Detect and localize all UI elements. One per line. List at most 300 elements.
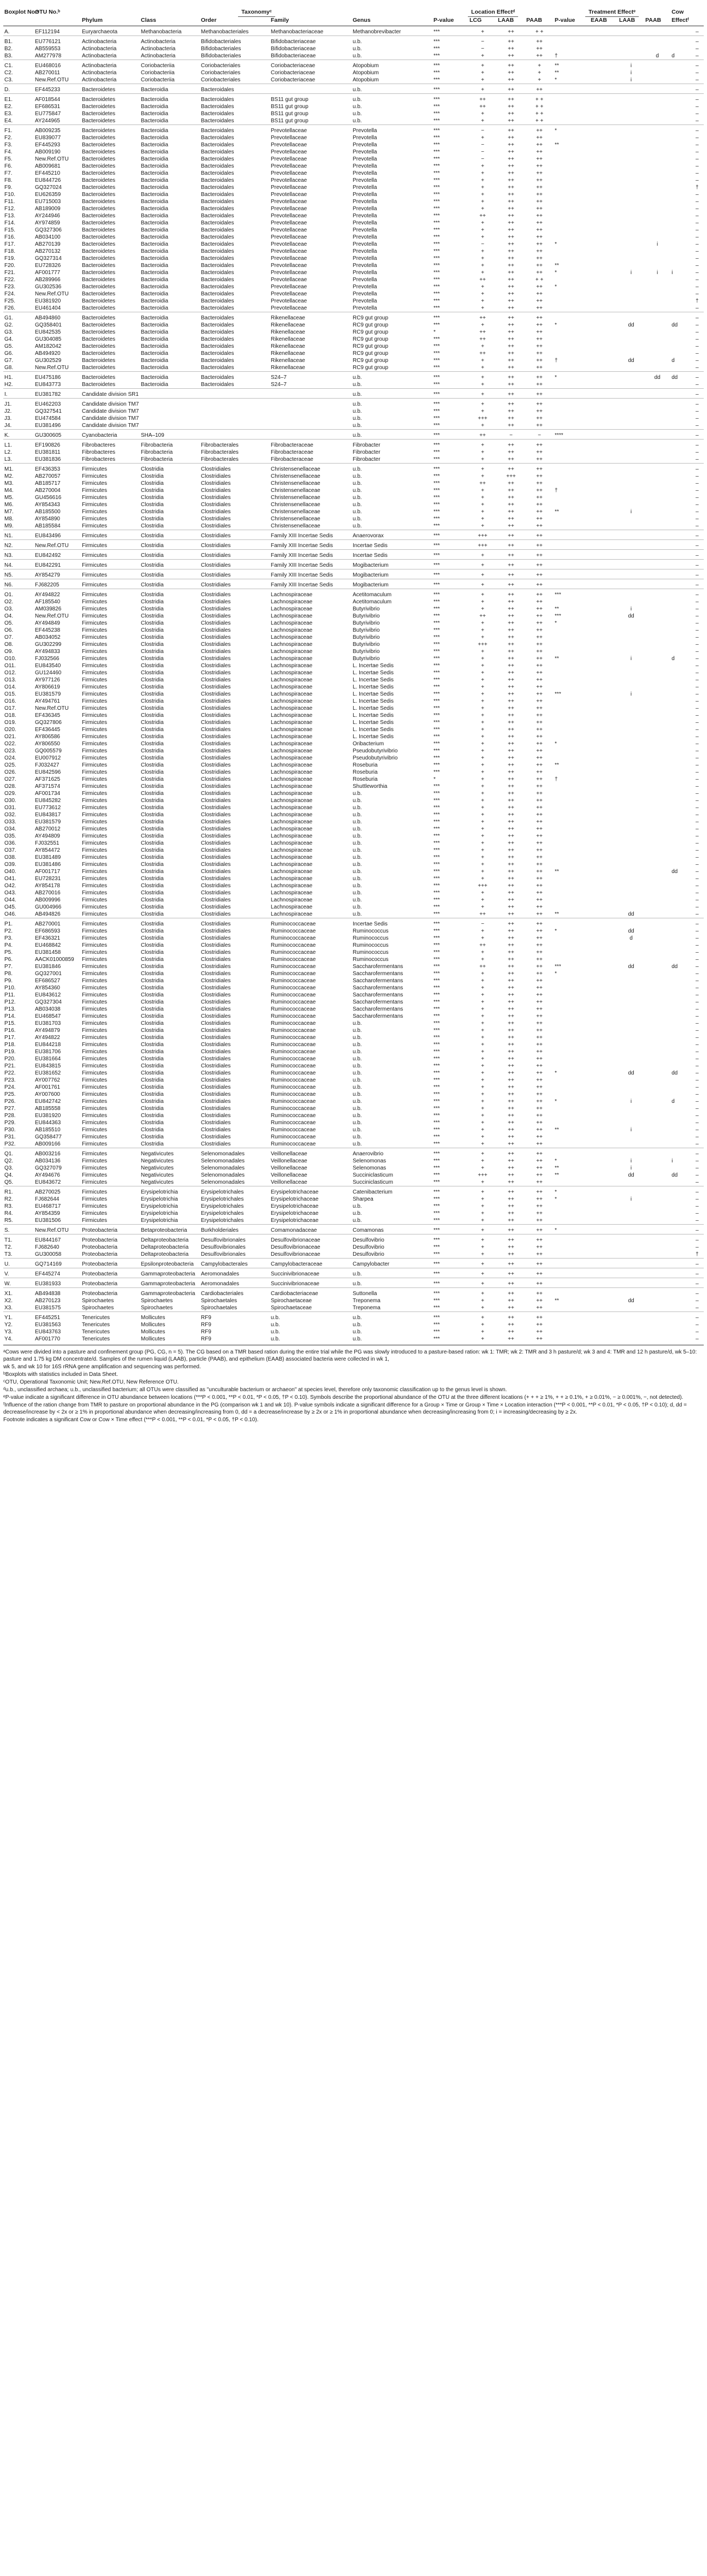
cell-location-p: *** xyxy=(433,599,440,605)
cell-class: Clostridia xyxy=(141,904,164,910)
cell-eaab xyxy=(590,110,618,117)
cell-phylum: Firmicutes xyxy=(82,684,108,690)
cell-lcg: − xyxy=(481,156,484,162)
cell-eaab xyxy=(590,620,618,627)
cell-laab: ++ xyxy=(508,1329,514,1335)
cell-order: Clostridiales xyxy=(201,1035,231,1041)
cell-family: Christensenellaceae xyxy=(271,509,320,515)
cell-paab: ++ xyxy=(525,1234,554,1244)
cell-paab: ++ xyxy=(536,291,543,297)
cell-lcg: + xyxy=(481,473,484,479)
cell-phylum: Firmicutes xyxy=(82,1013,108,1019)
cell-family: Ruminococcaceae xyxy=(271,1056,316,1062)
cell-phylum: Bacteroidetes xyxy=(82,365,116,371)
cell-lcg: + xyxy=(468,1312,497,1322)
cell-otu-id: AB034052 xyxy=(35,634,61,640)
cell-location-p: *** xyxy=(433,1172,440,1178)
cell-genus: Prevotella xyxy=(353,142,377,148)
cell-eaab xyxy=(590,508,618,515)
cell-paab: ++ xyxy=(536,942,543,948)
cell-treatment-p xyxy=(554,305,590,312)
cell-laab: ++ xyxy=(497,530,525,540)
cell-cow-effect xyxy=(670,312,694,322)
cell-treatment-p xyxy=(554,36,590,46)
cell-treatment-paab xyxy=(644,550,670,560)
cell-otu-id: AB185500 xyxy=(35,509,61,515)
table-row xyxy=(3,1077,704,1084)
cell-undefined: – xyxy=(694,540,704,550)
cell-paab: ++ xyxy=(536,656,543,662)
cell-family: Lachnospiraceae xyxy=(271,883,313,889)
cell-eaab xyxy=(590,719,618,726)
cell-family: Ruminococcaceae xyxy=(271,1049,316,1055)
cell-laab: ++ xyxy=(508,606,514,612)
cell-boxplot-no: O42. xyxy=(4,883,16,889)
cell-paab: ++ xyxy=(536,897,543,903)
cell-class: Bacteroidia xyxy=(141,284,169,290)
cell-cow-effect xyxy=(670,1063,694,1070)
cell-class: Clostridia xyxy=(141,509,164,515)
cell-paab: ++ xyxy=(536,1165,543,1171)
cell-treatment-paab xyxy=(644,540,670,550)
cell-location-p: *** xyxy=(433,656,440,662)
cell-boxplot-no: O5. xyxy=(4,620,14,626)
cell-class: Bacteroidia xyxy=(141,227,169,233)
cell-boxplot-no: O30. xyxy=(4,798,16,804)
cell-treatment-p xyxy=(554,364,590,372)
cell-laab: ++ xyxy=(508,840,514,846)
cell-paab: ++ xyxy=(536,1120,543,1126)
cell-cow-effect xyxy=(670,227,694,234)
cell-class: Coriobacteriia xyxy=(140,60,200,70)
cell-genus: Acetitomaculum xyxy=(353,599,392,605)
cell-treatment-paab xyxy=(644,970,670,977)
cell-eaab xyxy=(590,747,618,755)
cell-treatment-paab xyxy=(644,198,670,205)
cell-genus: Atopobium xyxy=(353,77,379,83)
table-row xyxy=(3,928,704,935)
table-row xyxy=(3,141,704,149)
cell-phylum: Firmicutes xyxy=(82,1042,108,1048)
cell-treatment-paab xyxy=(644,305,670,312)
cell-location-p: *** xyxy=(432,550,468,560)
cell-class: Negativicutes xyxy=(141,1172,174,1178)
cell-treatment-paab xyxy=(644,508,670,515)
cell-boxplot-no: P3. xyxy=(4,935,13,941)
cell-family: Lachnospiraceae xyxy=(271,720,313,726)
cell-cow-effect xyxy=(670,456,694,464)
cell-treatment-p: ** xyxy=(555,142,559,148)
cell-laab: ++ xyxy=(508,1028,514,1034)
cell-undefined: – xyxy=(696,691,699,697)
cell-phylum: Firmicutes xyxy=(82,928,108,934)
cell-phylum: Proteobacteria xyxy=(82,1244,118,1250)
cell-undefined: – xyxy=(696,199,699,205)
cell-laab: ++ xyxy=(508,365,514,371)
cell-location-p: *** xyxy=(433,713,440,719)
cell-treatment-p xyxy=(554,276,590,283)
cell-undefined: – xyxy=(696,1298,699,1304)
cell-boxplot-no: X2. xyxy=(4,1298,13,1304)
table-row xyxy=(3,833,704,840)
cell-class: Bacteroidia xyxy=(141,329,169,335)
cell-genus: u.b. xyxy=(353,416,362,422)
cell-treatment-paab xyxy=(644,1278,670,1288)
cell-genus: Anaerovorax xyxy=(352,530,432,540)
cell-lcg: + xyxy=(481,890,484,896)
cell-phylum: Bacteroidetes xyxy=(82,213,116,219)
cell-eaab xyxy=(590,1172,618,1179)
cell-lcg: +++ xyxy=(478,642,488,648)
cell-eaab xyxy=(590,1020,618,1027)
cell-boxplot-no: V. xyxy=(3,1268,34,1278)
cell-phylum: Firmicutes xyxy=(82,833,108,839)
cell-genus: u.b. xyxy=(353,904,362,910)
cell-treatment-paab xyxy=(644,963,670,970)
cell-treatment-p xyxy=(554,804,590,811)
cell-genus: u.b. xyxy=(353,1049,362,1055)
cell-treatment-laab xyxy=(618,227,644,234)
cell-otu-id: EU381652 xyxy=(35,1070,61,1076)
cell-class: Clostridia xyxy=(141,523,164,529)
cell-phylum: Firmicutes xyxy=(82,748,108,754)
cell-lcg: − xyxy=(468,125,497,135)
cell-boxplot-no: O21. xyxy=(4,734,16,740)
cell-genus: u.b. xyxy=(353,1329,362,1335)
cell-order: Clostridiales xyxy=(201,949,231,955)
cell-lcg: + xyxy=(481,1203,484,1209)
cell-lcg: + xyxy=(481,713,484,719)
cell-order: Erysipelotrichales xyxy=(200,1186,270,1196)
cell-order: Selenomonadales xyxy=(201,1179,245,1185)
cell-lcg: + xyxy=(481,812,484,818)
table-row xyxy=(3,234,704,241)
cell-location-p: *** xyxy=(433,862,440,868)
cell-order: Clostridiales xyxy=(201,1063,231,1069)
cell-cow-effect xyxy=(670,103,694,110)
table-row xyxy=(3,840,704,847)
cell-location-p: *** xyxy=(433,904,440,910)
cell-otu-id: AY854279 xyxy=(34,569,81,579)
cell-family: Lachnospiraceae xyxy=(271,613,313,619)
cell-location-p: *** xyxy=(433,1298,440,1304)
cell-undefined: – xyxy=(696,1165,699,1171)
cell-paab: ++ xyxy=(536,1336,543,1342)
cell-genus: u.b. xyxy=(353,911,362,917)
cell-lcg: + xyxy=(481,1006,484,1012)
cell-boxplot-no: N2. xyxy=(3,540,34,550)
cell-cow-effect xyxy=(670,329,694,336)
cell-location-p: *** xyxy=(433,1141,440,1147)
cell-treatment-laab xyxy=(618,970,644,977)
table-row xyxy=(3,1133,704,1141)
cell-location-p: *** xyxy=(433,1329,440,1335)
cell-laab: ++ xyxy=(508,734,514,740)
cell-treatment-laab xyxy=(618,1268,644,1278)
cell-treatment-paab xyxy=(644,283,670,290)
cell-order: Selenomonadales xyxy=(201,1172,245,1178)
cell-class: Clostridia xyxy=(141,495,164,501)
table-row xyxy=(3,298,704,305)
cell-cow-effect xyxy=(670,882,694,889)
cell-treatment-p xyxy=(554,1133,590,1141)
cell-undefined: – xyxy=(696,684,699,690)
cell-treatment-paab xyxy=(644,1141,670,1148)
cell-laab: ++ xyxy=(508,1244,514,1250)
cell-lcg: + xyxy=(481,627,484,633)
cell-phylum: Bacteroidetes xyxy=(82,227,116,233)
cell-paab: ++ xyxy=(525,1268,554,1278)
cell-treatment-laab xyxy=(618,94,644,104)
cell-boxplot-no: R5. xyxy=(4,1218,13,1224)
cell-treatment-paab xyxy=(644,1119,670,1126)
cell-treatment-p xyxy=(554,904,590,911)
cell-otu-id: AF001770 xyxy=(35,1336,61,1342)
cell-order: Clostridiales xyxy=(201,495,231,501)
cell-undefined: – xyxy=(694,560,704,569)
cell-class: Clostridia xyxy=(141,1006,164,1012)
cell-boxplot-no: J4. xyxy=(4,423,12,429)
cell-treatment-paab xyxy=(644,515,670,523)
cell-treatment-p xyxy=(554,191,590,198)
cell-undefined: – xyxy=(696,322,699,328)
cell-cow-effect xyxy=(670,501,694,508)
cell-class: Clostridia xyxy=(140,569,200,579)
table-row xyxy=(3,1244,704,1251)
cell-treatment-paab xyxy=(644,530,670,540)
cell-treatment-p xyxy=(554,956,590,963)
cell-phylum: Firmicutes xyxy=(82,509,108,515)
header-lcg: LCG xyxy=(468,17,497,26)
table-row xyxy=(3,276,704,283)
cell-treatment-laab xyxy=(618,205,644,212)
cell-paab: ++ xyxy=(536,949,543,955)
cell-phylum: Firmicutes xyxy=(82,971,108,977)
cell-boxplot-no: F7. xyxy=(4,170,13,176)
cell-cow-effect xyxy=(670,911,694,918)
cell-treatment-laab xyxy=(618,783,644,790)
table-row xyxy=(3,684,704,691)
cell-phylum: Bacteroidetes xyxy=(82,343,116,349)
cell-treatment-paab xyxy=(644,389,670,399)
cell-eaab xyxy=(590,691,618,698)
cell-lcg: + xyxy=(481,111,484,117)
cell-phylum: Firmicutes xyxy=(82,935,108,941)
cell-otu-id: EU474584 xyxy=(35,416,61,422)
cell-class: Bacteroidia xyxy=(141,365,169,371)
cell-cow-effect xyxy=(670,811,694,818)
cell-cow-effect xyxy=(670,440,694,449)
cell-treatment-paab xyxy=(644,415,670,422)
cell-location-p: *** xyxy=(433,769,440,775)
cell-treatment-laab xyxy=(618,740,644,747)
cell-phylum: Actinobacteria xyxy=(82,77,117,83)
cell-boxplot-no: O35. xyxy=(4,833,16,839)
cell-phylum: Firmicutes xyxy=(82,911,108,917)
cell-treatment-p xyxy=(554,698,590,705)
cell-genus: u.b. xyxy=(353,523,362,529)
cell-treatment-p xyxy=(554,634,590,641)
cell-family xyxy=(270,84,352,94)
cell-treatment-laab xyxy=(618,336,644,343)
cell-location-p: *** xyxy=(433,502,440,508)
cell-paab: ++ xyxy=(536,192,543,198)
cell-genus: u.b. xyxy=(352,399,432,408)
cell-undefined: – xyxy=(696,826,699,832)
cell-location-p: *** xyxy=(432,389,468,399)
cell-order: Clostridiales xyxy=(201,1084,231,1090)
cell-family: Bifidobacteriaceae xyxy=(270,36,352,46)
cell-treatment-p xyxy=(554,949,590,956)
cell-treatment-laab xyxy=(618,110,644,117)
cell-eaab xyxy=(590,283,618,290)
cell-order: RF9 xyxy=(201,1322,211,1328)
cell-paab: ++ xyxy=(536,322,543,328)
cell-undefined: – xyxy=(696,999,699,1005)
table-row xyxy=(3,1203,704,1210)
footnote: Footnote indicates a significant Cow or Cow × Time effect (***P < 0.001, **P < 0.01, *P < 0.05, †P < 0.10). xyxy=(3,1417,259,1423)
cell-eaab xyxy=(590,755,618,762)
cell-cow-effect xyxy=(670,389,694,399)
cell-eaab xyxy=(590,1165,618,1172)
table-row xyxy=(3,184,704,191)
cell-undefined: – xyxy=(696,627,699,633)
cell-eaab xyxy=(590,1070,618,1077)
cell-undefined: – xyxy=(694,312,704,322)
cell-eaab xyxy=(590,1268,618,1278)
cell-location-p: *** xyxy=(433,748,440,754)
cell-phylum: Proteobacteria xyxy=(81,1259,140,1268)
cell-treatment-paab xyxy=(644,276,670,283)
cell-class: Clostridia xyxy=(141,1113,164,1119)
cell-treatment-p xyxy=(554,312,590,322)
cell-treatment-p xyxy=(554,227,590,234)
cell-location-p: *** xyxy=(433,1084,440,1090)
cell-treatment-p: * xyxy=(555,270,557,276)
cell-phylum: Actinobacteria xyxy=(82,53,117,59)
cell-location-p: *** xyxy=(432,1288,468,1298)
cell-boxplot-no: F24. xyxy=(4,291,16,297)
cell-boxplot-no: E4. xyxy=(4,118,13,124)
cell-laab: ++ xyxy=(508,227,514,233)
cell-order: Clostridiales xyxy=(201,762,231,768)
header-eaab: EAAB xyxy=(590,17,618,26)
cell-family: Lachnospiraceae xyxy=(271,705,313,711)
cell-family: u.b. xyxy=(270,1312,352,1322)
cell-class: Bacteroidia xyxy=(141,118,169,124)
cell-eaab xyxy=(590,984,618,992)
cell-treatment-paab xyxy=(644,1196,670,1203)
cell-phylum: Proteobacteria xyxy=(81,1234,140,1244)
cell-order: Clostridiales xyxy=(201,488,231,494)
cell-treatment-p xyxy=(554,1217,590,1225)
cell-phylum: Firmicutes xyxy=(82,488,108,494)
cell-laab: ++ xyxy=(508,656,514,662)
cell-undefined: – xyxy=(696,256,699,262)
cell-order: Clostridiales xyxy=(201,1028,231,1034)
cell-class: Clostridia xyxy=(141,819,164,825)
cell-family: u.b. xyxy=(271,1336,280,1342)
cell-laab: ++ xyxy=(508,177,514,183)
cell-treatment-paab xyxy=(644,1186,670,1196)
cell-genus: Prevotella xyxy=(353,263,377,269)
cell-laab: ++ xyxy=(497,84,525,94)
cell-treatment-paab xyxy=(644,847,670,854)
cell-laab: ++ xyxy=(508,270,514,276)
cell-class: Bacteroidia xyxy=(141,177,169,183)
cell-undefined: – xyxy=(696,634,699,640)
cell-treatment-p xyxy=(554,464,590,473)
cell-cow-effect xyxy=(670,589,694,599)
cell-phylum: Bacteroidetes xyxy=(82,336,116,342)
cell-boxplot-no: M2. xyxy=(4,473,14,479)
cell-order: Clostridiales xyxy=(200,464,270,473)
cell-treatment-p: ** xyxy=(555,1298,559,1304)
cell-phylum: Firmicutes xyxy=(82,791,108,797)
cell-paab: ++ xyxy=(536,928,543,934)
cell-lcg: + xyxy=(468,389,497,399)
cell-location-p: * xyxy=(433,776,436,782)
cell-genus: RC9 gut group xyxy=(353,365,389,371)
cell-laab: ++ xyxy=(508,1091,514,1097)
cell-phylum: Firmicutes xyxy=(82,992,108,998)
cell-lcg: + xyxy=(481,1251,484,1257)
cell-treatment-paab xyxy=(644,840,670,847)
cell-treatment-paab xyxy=(644,1048,670,1055)
cell-phylum: Firmicutes xyxy=(82,613,108,619)
cell-class: Mollicutes xyxy=(141,1336,165,1342)
table-header xyxy=(3,8,704,26)
cell-phylum: Firmicutes xyxy=(82,1049,108,1055)
cell-genus: Oribacterium xyxy=(353,741,384,747)
table-row xyxy=(3,634,704,641)
cell-otu-id: New.Ref.OTU xyxy=(35,291,69,297)
cell-treatment-laab xyxy=(618,826,644,833)
cell-order: Bacteroidales xyxy=(201,365,234,371)
cell-location-p: *** xyxy=(433,734,440,740)
cell-order: Clostridiales xyxy=(201,1013,231,1019)
cell-undefined: – xyxy=(696,613,699,619)
cell-order: Erysipelotrichales xyxy=(201,1218,244,1224)
cell-order: Clostridiales xyxy=(201,1134,231,1140)
cell-family: Rikenellaceae xyxy=(271,329,305,335)
cell-undefined: – xyxy=(696,329,699,335)
cell-phylum: Firmicutes xyxy=(82,840,108,846)
cell-laab: ++ xyxy=(508,1120,514,1126)
cell-treatment-laab xyxy=(618,999,644,1006)
cell-phylum: Firmicutes xyxy=(81,589,140,599)
cell-lcg: + xyxy=(481,1091,484,1097)
cell-family: Lachnospiraceae xyxy=(271,805,313,811)
cell-order xyxy=(200,399,270,408)
cell-laab: ++ xyxy=(508,336,514,342)
cell-family: Methanobacteriaceae xyxy=(271,29,324,35)
cell-laab: ++ xyxy=(497,464,525,473)
cell-otu-id: GQ327314 xyxy=(35,256,62,262)
cell-paab: ++ xyxy=(536,1179,543,1185)
cell-family: Ruminococcaceae xyxy=(271,1141,316,1147)
cell-otu-id: AY494822 xyxy=(34,589,81,599)
table-row xyxy=(3,52,704,60)
cell-treatment-laab xyxy=(618,449,644,456)
footnote: ᵉP-value indicate a significant difference in OTU abundance between locations (***P < 0.001, **P < 0.01, *P < 0.05, †P < 0.10). Symbols describe the proportional abundance of the OTU at the three different locations (+ + + ≥ 1%, + + ≥ 0.1%, + ≥ 0.01%, − ≥ 0.001%, −, not detected). xyxy=(3,1394,684,1400)
cell-undefined: – xyxy=(696,890,699,896)
cell-treatment-laab xyxy=(618,956,644,963)
cell-phylum: Firmicutes xyxy=(82,847,108,853)
cell-genus: u.b. xyxy=(353,862,362,868)
cell-laab: ++ xyxy=(508,805,514,811)
cell-genus: Sharpea xyxy=(353,1196,373,1202)
